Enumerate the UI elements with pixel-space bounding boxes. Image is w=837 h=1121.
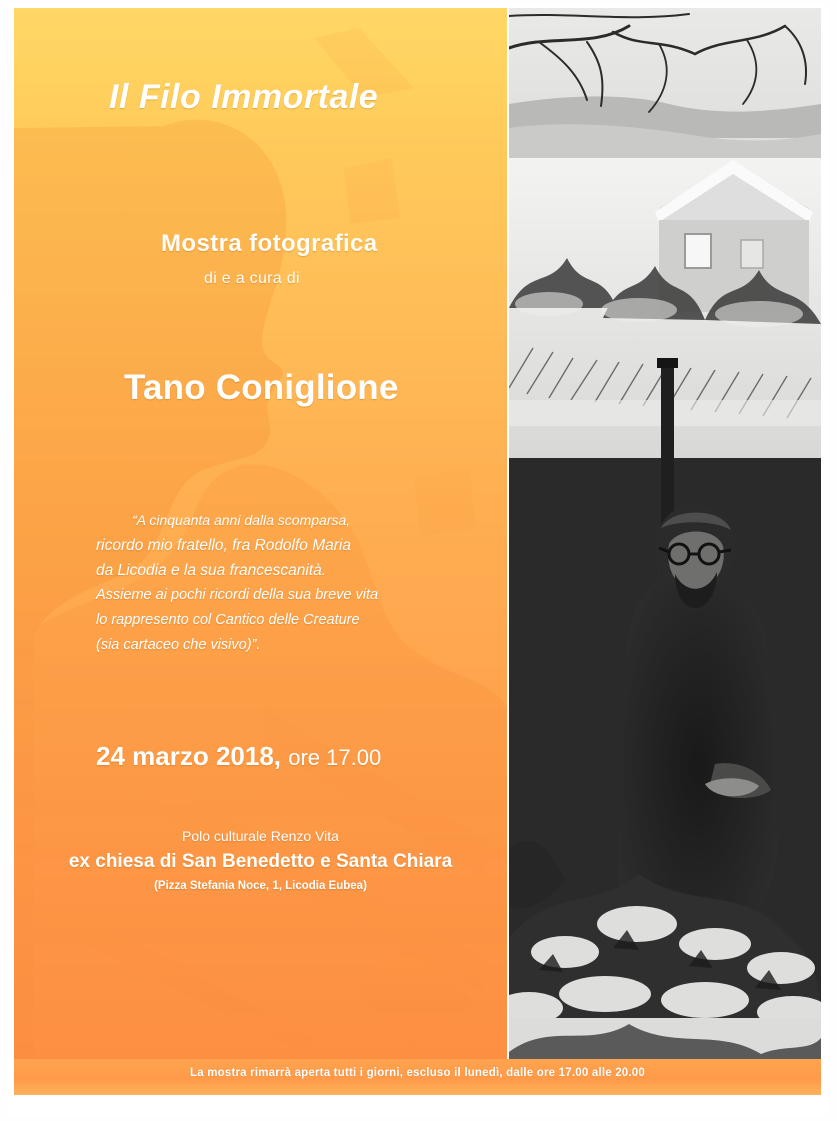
- poster-quote: [96, 508, 496, 658]
- poster-subtitle-primary: Mostra fotografica: [161, 230, 378, 257]
- poster-subtitle-secondary: di e a cura di: [204, 270, 300, 287]
- quote-line-3-b: e la sua francescanità.: [166, 562, 327, 579]
- quote-line-1: “A cinquanta anni dalla scomparsa,: [132, 512, 351, 528]
- quote-line-3: [96, 558, 496, 583]
- poster-venue-primary: Polo culturale Renzo Vita: [182, 828, 339, 844]
- quote-line-5: lo rappresento col Cantico delle Creature: [96, 612, 360, 628]
- poster-footer-strip: [14, 1059, 821, 1095]
- quote-line-2: [96, 533, 496, 558]
- poster-author: Tano Coniglione: [124, 368, 399, 407]
- quote-line-2-b: Rodolfo Maria: [254, 537, 351, 554]
- quote-line-4: Assieme ai pochi ricordi della sua breve vita: [96, 587, 379, 603]
- poster-time-value: ore 17.00: [288, 745, 382, 770]
- poster-title: Il Filo Immortale: [109, 78, 379, 116]
- quote-line-6: (sia cartaceo che visivo)”.: [96, 637, 261, 653]
- poster-venue-address: (Pizza Stefania Noce, 1, Licodia Eubea): [154, 880, 367, 892]
- poster-date: [96, 741, 381, 772]
- quote-line-3-a: da Licodia: [96, 562, 167, 579]
- poster-footer-text: La mostra rimarrà aperta tutti i giorni, escluso il lunedì, dalle ore 17.00 alle 20.00: [189, 1067, 645, 1079]
- poster-date-value: 24 marzo 2018,: [96, 741, 282, 771]
- quote-line-2-a: ricordo mio fratello, fra: [96, 537, 255, 554]
- poster-left-panel: [14, 8, 507, 1059]
- poster-venue-secondary: ex chiesa di San Benedetto e Santa Chiara: [68, 851, 453, 872]
- poster-photograph: [509, 8, 821, 1059]
